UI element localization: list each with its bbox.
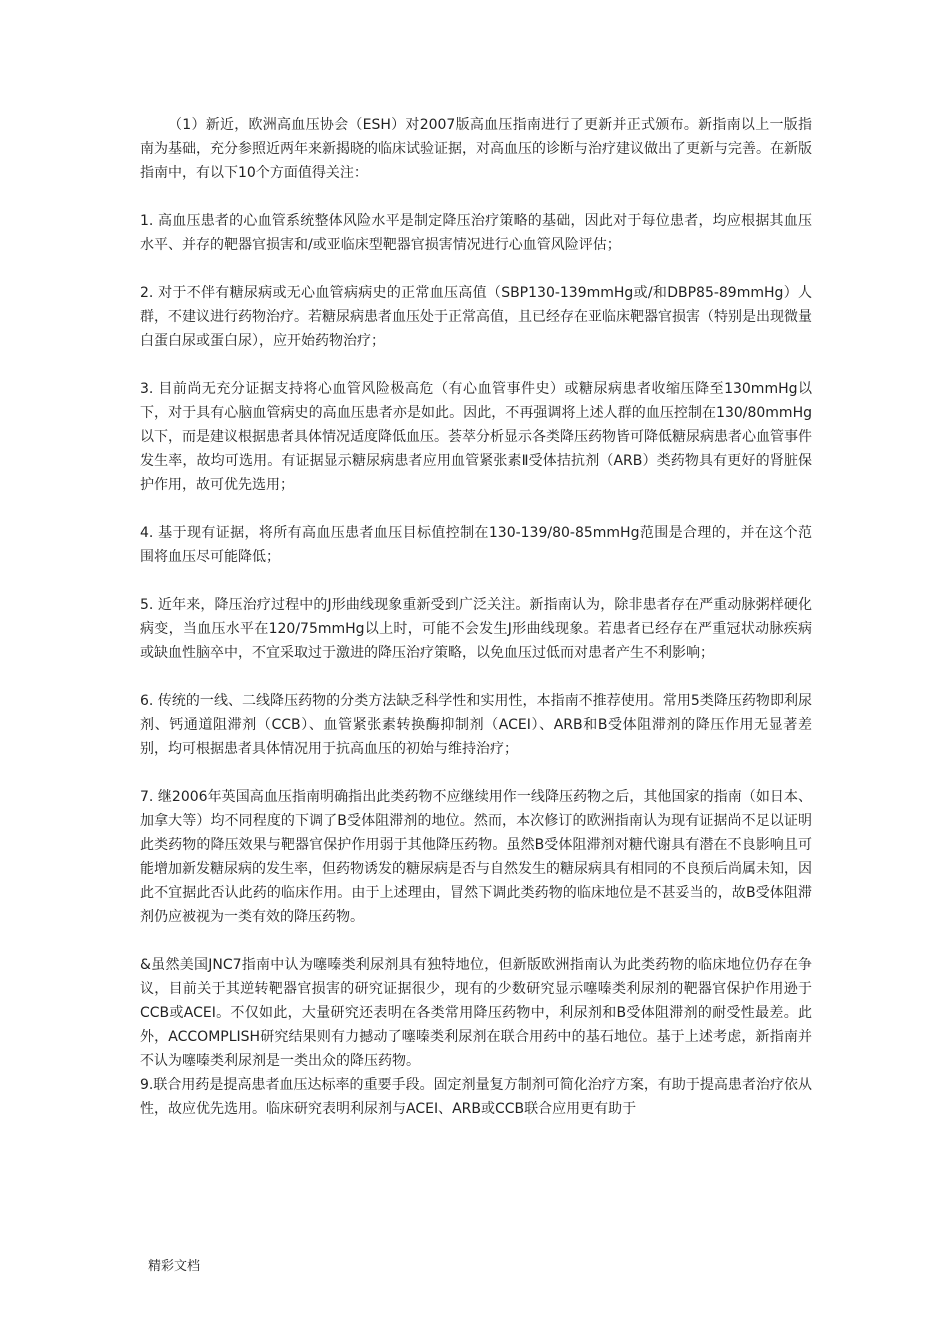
point-7-paragraph: 7. 继2006年英国高血压指南明确指出此类药物不应继续用作一线降压药物之后，其他国家的指南（如日本、加拿大等）均不同程度的下调了B受体阻滞剂的地位。然而，本次修订的欧洲指南认为现有证据尚不足以证明此类药物的降压效果与靶器官保护作用弱于其他降压药物。虽然B受体阻滞剂对糖代谢具有潜在不良影响且可能增加新发糖尿病的发生率，但药物诱发的糖尿病是否与自然发生的糖尿病具有相同的不良预后尚属未知，因此不宜据此否认此药的临床作用。由于上述理由，冒然下调此类药物的临床地位是不甚妥当的，故B受体阻滞剂仍应被视为一类有效的降压药物。	[140, 789, 812, 925]
document-body	[140, 113, 812, 1121]
point-5-paragraph: 5. 近年来，降压治疗过程中的J形曲线现象重新受到广泛关注。新指南认为，除非患者存在严重动脉粥样硬化病变，当血压水平在120/75mmHg以上时，可能不会发生J形曲线现象。若患者已经存在严重冠状动脉疾病或缺血性脑卒中，不宜采取过于激进的降压治疗策略，以免血压过低而对患者产生不利影响；	[140, 597, 812, 661]
point-6-paragraph: 6. 传统的一线、二线降压药物的分类方法缺乏科学性和实用性，本指南不推荐使用。常用5类降压药物即利尿剂、钙通道阻滞剂（CCB）、血管紧张素转换酶抑制剂（ACEI）、ARB和B受体阻滞剂的降压作用无显著差别，均可根据患者具体情况用于抗高血压的初始与维持治疗；	[140, 693, 812, 757]
point-2-paragraph: 2. 对于不伴有糖尿病或无心血管病病史的正常血压高值（SBP130-139mmHg或/和DBP85-89mmHg）人群，不建议进行药物治疗。若糖尿病患者血压处于正常高值，且已经存在亚临床靶器官损害（特别是出现微量白蛋白尿或蛋白尿），应开始药物治疗；	[140, 285, 812, 349]
intro-paragraph: （1）新近，欧洲高血压协会（ESH）对2007版高血压指南进行了更新并正式颁布。新指南以上一版指南为基础，充分参照近两年来新揭晓的临床试验证据，对高血压的诊断与治疗建议做出了更新与完善。在新版指南中，有以下10个方面值得关注：	[140, 117, 812, 181]
point-1-paragraph: 1. 高血压患者的心血管系统整体风险水平是制定降压治疗策略的基础，因此对于每位患者，均应根据其血压水平、并存的靶器官损害和/或亚临床型靶器官损害情况进行心血管风险评估；	[140, 213, 812, 253]
point-3-paragraph: 3. 目前尚无充分证据支持将心血管风险极高危（有心血管事件史）或糖尿病患者收缩压降至130mmHg以下，对于具有心脑血管病史的高血压患者亦是如此。因此，不再强调将上述人群的血压控制在130/80mmHg以下，而是建议根据患者具体情况适度降低血压。荟萃分析显示各类降压药物皆可降低糖尿病患者心血管事件发生率，故均可选用。有证据显示糖尿病患者应用血管紧张素Ⅱ受体拮抗剂（ARB）类药物具有更好的肾脏保护作用，故可优先选用；	[140, 381, 812, 493]
page-footer: 精彩文档	[148, 1259, 201, 1274]
point-4-paragraph: 4. 基于现有证据，将所有高血压患者血压目标值控制在130-139/80-85mmHg范围是合理的，并在这个范围将血压尽可能降低；	[140, 525, 812, 565]
point-8-paragraph: &虽然美国JNC7指南中认为噻嗪类利尿剂具有独特地位，但新版欧洲指南认为此类药物的临床地位仍存在争议，目前关于其逆转靶器官损害的研究证据很少，现有的少数研究显示噻嗪类利尿剂的靶器官保护作用逊于CCB或ACEI。不仅如此，大量研究还表明在各类常用降压药物中，利尿剂和B受体阻滞剂的耐受性最差。此外，ACCOMPLISH研究结果则有力撼动了噻嗪类利尿剂在联合用药中的基石地位。基于上述考虑，新指南并不认为噻嗪类利尿剂是一类出众的降压药物。	[140, 957, 812, 1069]
point-9-paragraph: 9.联合用药是提高患者血压达标率的重要手段。固定剂量复方制剂可简化治疗方案，有助于提高患者治疗依从性，故应优先选用。临床研究表明利尿剂与ACEI、ARB或CCB联合应用更有助于	[140, 1077, 812, 1117]
